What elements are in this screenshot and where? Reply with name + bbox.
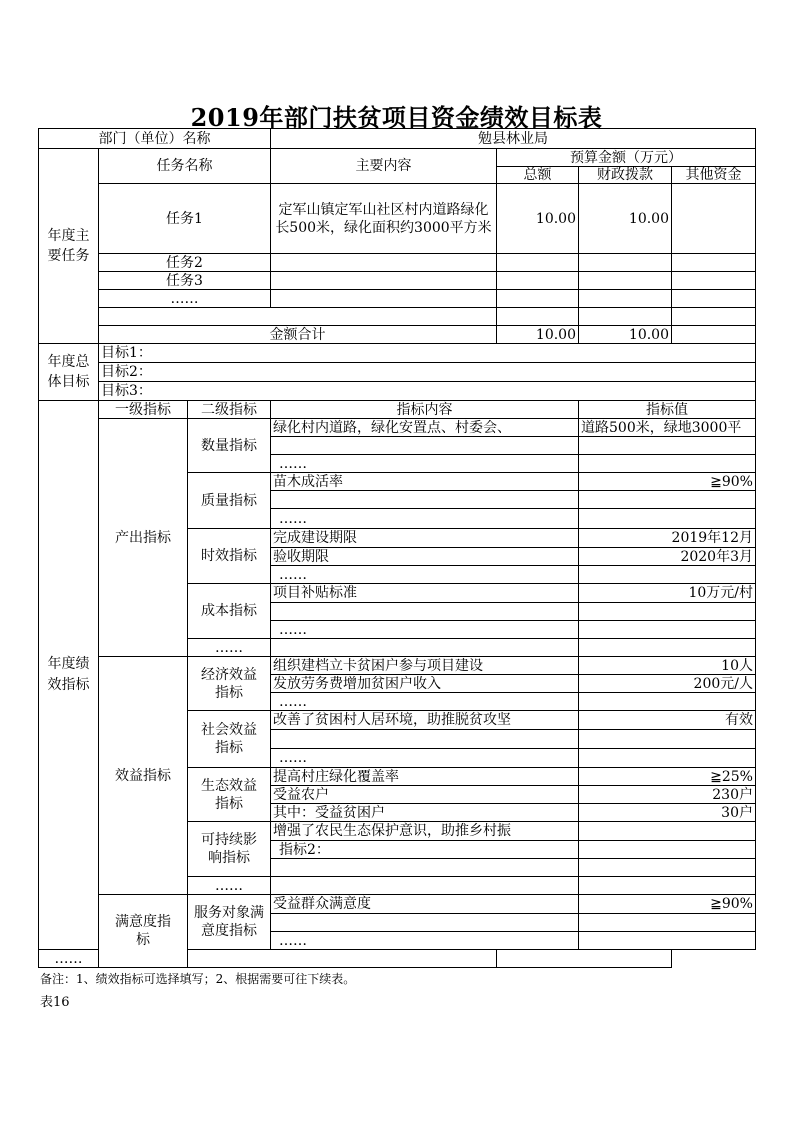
indicator-content: …… <box>271 693 579 711</box>
dept-value: 勉县林业局 <box>271 129 756 149</box>
indicator-value: 200元/人 <box>579 675 756 693</box>
goal-item: 目标2： <box>99 363 756 382</box>
task-other <box>672 184 756 254</box>
indicator-content: …… <box>271 455 579 473</box>
sum-label: 金额合计 <box>99 326 497 344</box>
task-fiscal <box>579 272 672 290</box>
task-fiscal: 10.00 <box>579 184 672 254</box>
task-fiscal <box>579 254 672 272</box>
indicator-value <box>579 455 756 473</box>
indicator-value <box>579 621 756 639</box>
indicator-content: 改善了贫困村人居环境，助推脱贫攻坚 <box>271 711 579 730</box>
task-name-header: 任务名称 <box>99 149 271 184</box>
indicator-content: 提高村庄绿化覆盖率 <box>271 768 579 786</box>
task-content <box>271 290 497 308</box>
indicator-content <box>271 437 579 455</box>
indicator-value <box>579 566 756 584</box>
indicator-content <box>271 603 579 621</box>
satisfaction-more: …… <box>39 950 99 968</box>
quantity-label: 数量指标 <box>188 419 271 473</box>
indicator-content: 组织建档立卡贫困户参与项目建设 <box>271 657 579 675</box>
sustain-label: 可持续影响指标 <box>188 822 271 877</box>
task-name: …… <box>99 290 271 308</box>
goal-item: 目标3： <box>99 382 756 401</box>
task-content-header: 主要内容 <box>271 149 497 184</box>
indicator-value <box>579 749 756 768</box>
goal-row <box>39 382 756 401</box>
indicator-content: 其中：受益贫困户 <box>271 804 579 822</box>
task-name: 任务2 <box>99 254 271 272</box>
indicator-content: 受益群众满意度 <box>271 895 579 914</box>
service-label: 服务对象满意度指标 <box>188 895 271 950</box>
goal-item: 目标1： <box>99 344 756 363</box>
indicator-content: 受益农户 <box>271 786 579 804</box>
indicator-content: 增强了农民生态保护意识，助推乡村振 <box>271 822 579 841</box>
indicator-value: ≧25% <box>579 768 756 786</box>
economic-label: 经济效益指标 <box>188 657 271 711</box>
dept-row <box>39 129 756 149</box>
indicator-content: 完成建设期限 <box>271 529 579 548</box>
indicator-value: 30户 <box>579 804 756 822</box>
indicator-content: 苗木成活率 <box>271 473 579 491</box>
indicator-content: …… <box>271 566 579 584</box>
timeliness-label: 时效指标 <box>188 529 271 584</box>
task-row <box>39 290 756 308</box>
task-total <box>497 254 579 272</box>
indicator-content: …… <box>271 509 579 529</box>
task-header-row <box>39 149 756 167</box>
budget-header: 预算金额（万元） <box>497 149 756 167</box>
task-row <box>39 254 756 272</box>
indicator-value <box>579 437 756 455</box>
indicator-content: 发放劳务费增加贫困户收入 <box>271 675 579 693</box>
indicator-value <box>579 841 756 859</box>
task-name: 任务3 <box>99 272 271 290</box>
content-header: 指标内容 <box>271 401 579 419</box>
indicator-content: 绿化村内道路，绿化安置点、村委会、 <box>271 419 579 437</box>
indicator-value: ≧90% <box>579 473 756 491</box>
task-total: 10.00 <box>497 184 579 254</box>
perf-header-row <box>39 401 756 419</box>
level2-header: 二级指标 <box>188 401 271 419</box>
indicator-content: 项目补贴标准 <box>271 584 579 603</box>
task-spacer-row <box>39 308 756 326</box>
indicator-content: …… <box>271 749 579 768</box>
quality-label: 质量指标 <box>188 473 271 529</box>
indicator-content <box>271 914 579 932</box>
eco-label: 生态效益指标 <box>188 768 271 822</box>
indicator-content: …… <box>271 621 579 639</box>
benefit-more: …… <box>188 877 271 895</box>
indicator-value <box>579 603 756 621</box>
indicator-value: 2019年12月 <box>579 529 756 548</box>
page-title: 2019年部门扶贫项目资金绩效目标表 <box>190 103 603 132</box>
indicator-content: 验收期限 <box>271 548 579 566</box>
task-row <box>39 184 756 254</box>
indicator-row <box>39 895 756 914</box>
indicator-value: 230户 <box>579 786 756 804</box>
output-more: …… <box>188 639 271 657</box>
task-other <box>672 290 756 308</box>
sum-other <box>672 326 756 344</box>
indicator-value: 有效 <box>579 711 756 730</box>
benefit-label: 效益指标 <box>99 657 188 895</box>
indicator-content <box>271 730 579 749</box>
output-label: 产出指标 <box>99 419 188 657</box>
indicator-value <box>579 914 756 932</box>
goals-section-label: 年度总体目标 <box>39 344 99 401</box>
indicator-value: ≧90% <box>579 895 756 914</box>
tasks-section-label: 年度主要任务 <box>39 149 99 344</box>
budget-fiscal-header: 财政拨款 <box>579 167 672 184</box>
indicator-value <box>579 730 756 749</box>
social-label: 社会效益指标 <box>188 711 271 768</box>
cost-label: 成本指标 <box>188 584 271 639</box>
task-content <box>271 254 497 272</box>
level1-header: 一级指标 <box>99 401 188 419</box>
indicator-row <box>39 419 756 437</box>
indicator-value <box>579 491 756 509</box>
indicator-content <box>271 859 579 877</box>
footnote: 备注：1、绩效指标可选择填写；2、根据需要可往下续表。 <box>40 972 356 986</box>
value-header: 指标值 <box>579 401 756 419</box>
sum-total: 10.00 <box>497 326 579 344</box>
indicator-value <box>579 509 756 529</box>
task-total <box>497 290 579 308</box>
budget-other-header: 其他资金 <box>672 167 756 184</box>
indicator-content: 指标2： <box>271 841 579 859</box>
indicator-value <box>579 859 756 877</box>
task-name: 任务1 <box>99 184 271 254</box>
budget-total-header: 总额 <box>497 167 579 184</box>
task-other <box>672 254 756 272</box>
indicator-value <box>579 693 756 711</box>
perf-section-label: 年度绩效指标 <box>39 401 99 950</box>
indicator-value <box>579 822 756 841</box>
task-total <box>497 272 579 290</box>
indicator-value: 10人 <box>579 657 756 675</box>
indicator-value: 道路500米，绿地3000平 <box>579 419 756 437</box>
indicator-value: 10万元/村 <box>579 584 756 603</box>
satisfaction-label: 满意度指标 <box>99 895 188 968</box>
indicator-content: …… <box>271 932 579 950</box>
indicator-value: 2020年3月 <box>579 548 756 566</box>
task-content <box>271 272 497 290</box>
goal-row <box>39 344 756 363</box>
indicator-content <box>271 491 579 509</box>
table-number: 表16 <box>40 995 70 1010</box>
task-row <box>39 272 756 290</box>
indicator-value <box>579 932 756 950</box>
task-other <box>672 272 756 290</box>
performance-target-table <box>38 128 756 968</box>
dept-label: 部门（单位）名称 <box>39 129 271 149</box>
indicator-row <box>39 657 756 675</box>
task-content: 定军山镇定军山社区村内道路绿化长500米，绿化面积约3000平方米 <box>271 184 497 254</box>
task-fiscal <box>579 290 672 308</box>
task-sum-row <box>39 326 756 344</box>
sum-fiscal: 10.00 <box>579 326 672 344</box>
goal-row <box>39 363 756 382</box>
